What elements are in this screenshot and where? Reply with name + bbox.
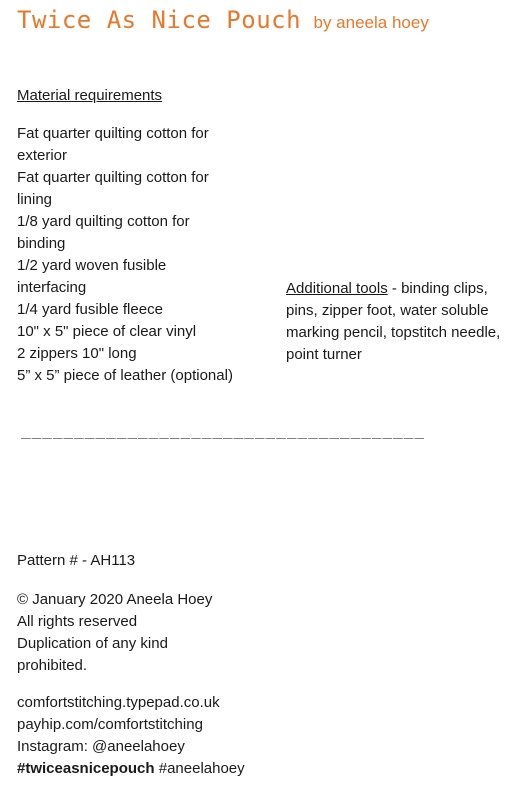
hashtags (17, 758, 245, 780)
shop-link[interactable]: payhip.com/comfortstitching (17, 716, 203, 733)
blog-link[interactable]: comfortstitching.typepad.co.uk (17, 694, 220, 711)
additional-tools (286, 278, 508, 366)
pattern-number: Pattern # - AH113 (17, 552, 136, 569)
materials-line: binding (17, 235, 66, 252)
materials-line: 5” x 5” piece of leather (optional) (17, 367, 233, 384)
hashtag-pouch: #twiceasnicepouch (17, 760, 155, 777)
page-header (17, 6, 429, 34)
copyright-line: © January 2020 Aneela Hoey (17, 591, 213, 608)
materials-line: Fat quarter quilting cotton for (17, 169, 209, 186)
author-byline: by aneela hoey (313, 13, 429, 32)
duplication-line: prohibited. (17, 657, 88, 674)
contact-links (17, 692, 245, 780)
materials-line: 10" x 5" piece of clear vinyl (17, 323, 197, 340)
tools-text: - binding clips, pins, zipper foot, water soluble marking pencil, topstitch needle, point turner (286, 280, 501, 363)
rights-line: All rights reserved (17, 613, 138, 630)
materials-line: lining (17, 191, 53, 208)
hashtag-author: #aneelahoey (154, 760, 245, 777)
copyright-block (17, 589, 217, 677)
materials-line: 1/2 yard woven fusible (17, 257, 167, 274)
pattern-title: Twice As Nice Pouch (17, 6, 302, 34)
instagram-handle[interactable]: Instagram: @aneelahoey (17, 738, 185, 755)
materials-line: 2 zippers 10" long (17, 345, 137, 362)
materials-line: Fat quarter quilting cotton for (17, 125, 209, 142)
materials-heading: Material requirements (17, 87, 163, 104)
materials-line: exterior (17, 147, 68, 164)
materials-line: interfacing (17, 279, 87, 296)
duplication-line: Duplication of any kind (17, 635, 168, 652)
materials-list (17, 123, 257, 387)
materials-line: 1/4 yard fusible fleece (17, 301, 163, 318)
tools-heading: Additional tools (286, 280, 388, 297)
materials-line: 1/8 yard quilting cotton for (17, 213, 190, 230)
cut-line-divider: ______________________________________ (21, 420, 426, 439)
